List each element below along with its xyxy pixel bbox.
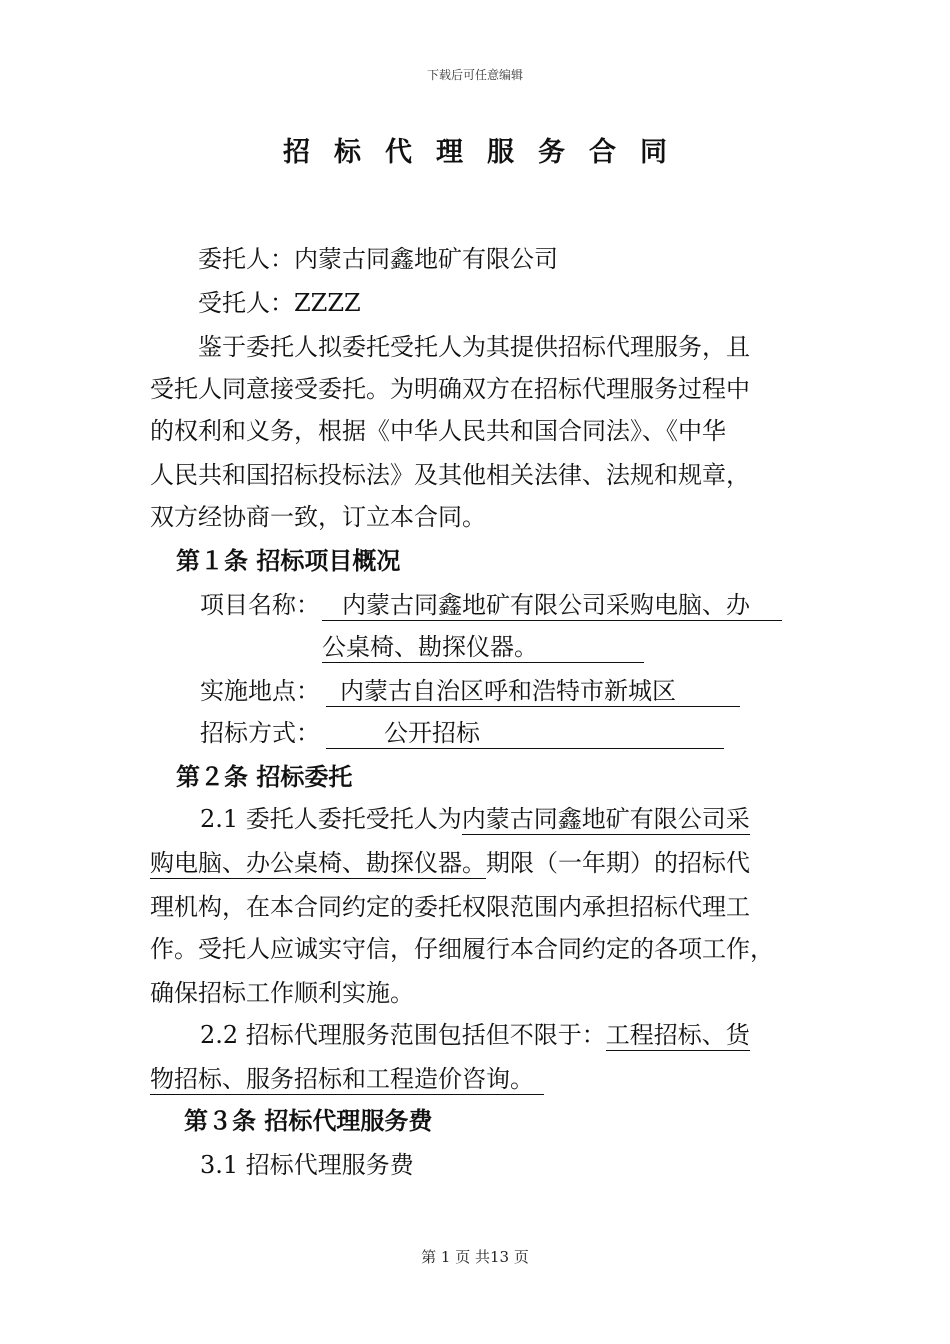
project-name-label: 项目名称： xyxy=(200,591,320,619)
page-footer: 第 1 页 共13 页 xyxy=(421,1248,529,1266)
clause-2-1-line-5: 确保招标工作顺利实施。 xyxy=(150,979,414,1007)
preamble-line-1: 鉴于委托人拟委托受托人为其提供招标代理服务，且 xyxy=(198,333,750,361)
project-name-value-1: 内蒙古同鑫地矿有限公司采购电脑、办 xyxy=(322,590,782,621)
clause-2-2-line-1 xyxy=(200,1020,750,1051)
clause-3-1: 3.1 招标代理服务费 xyxy=(200,1151,414,1179)
place-value: 内蒙古自治区呼和浩特市新城区 xyxy=(326,676,740,707)
clause-2-1-line-2 xyxy=(150,848,750,879)
agent-line: 受托人：ZZZZ xyxy=(198,289,361,317)
preamble-line-3: 的权利和义务，根据《中华人民共和国合同法》、《中华 xyxy=(150,417,726,445)
clause-2-1-underlined-1: 内蒙古同鑫地矿有限公司采 xyxy=(461,805,750,833)
clause-2-2-prefix: 2.2 招标代理服务范围包括但不限于： xyxy=(200,1021,606,1049)
preamble-line-5: 双方经协商一致，订立本合同。 xyxy=(150,503,486,531)
clause-2-1-rest: 期限（一年期）的招标代 xyxy=(486,849,750,877)
place-label: 实施地点： xyxy=(200,677,320,705)
method-value: 公开招标 xyxy=(326,718,724,749)
clause-2-2-underlined-2: 物招标、服务招标和工程造价咨询。 xyxy=(150,1064,544,1095)
clause-2-1-line-3: 理机构，在本合同约定的委托权限范围内承担招标代理工 xyxy=(150,893,750,921)
clause-2-2-underlined-1: 工程招标、货 xyxy=(605,1021,750,1049)
preamble-line-4: 人民共和国招标投标法》及其他相关法律、法规和规章， xyxy=(150,461,750,489)
article-1-heading: 第１条 招标项目概况 xyxy=(176,546,401,575)
clause-2-2-line-2 xyxy=(150,1064,544,1095)
clause-2-1-prefix: 2.1 委托人委托受托人为 xyxy=(200,805,462,833)
article-2-heading: 第２条 招标委托 xyxy=(176,762,353,791)
clause-2-1-line-4: 作。受托人应诚实守信，仔细履行本合同约定的各项工作， xyxy=(150,935,774,963)
header-note: 下载后可任意编辑 xyxy=(426,68,523,82)
client-line: 委托人：内蒙古同鑫地矿有限公司 xyxy=(198,245,558,273)
clause-2-1-underlined-2: 购电脑、办公桌椅、勘探仪器。 xyxy=(150,849,486,877)
preamble-line-2: 受托人同意接受委托。为明确双方在招标代理服务过程中 xyxy=(150,375,750,403)
article-3-heading: 第３条 招标代理服务费 xyxy=(184,1106,433,1135)
clause-2-1-line-1 xyxy=(200,804,750,835)
document-title: 招标代理服务合同 xyxy=(283,137,691,168)
method-label: 招标方式： xyxy=(200,719,320,747)
project-name-value-2: 公桌椅、勘探仪器。 xyxy=(322,632,644,663)
